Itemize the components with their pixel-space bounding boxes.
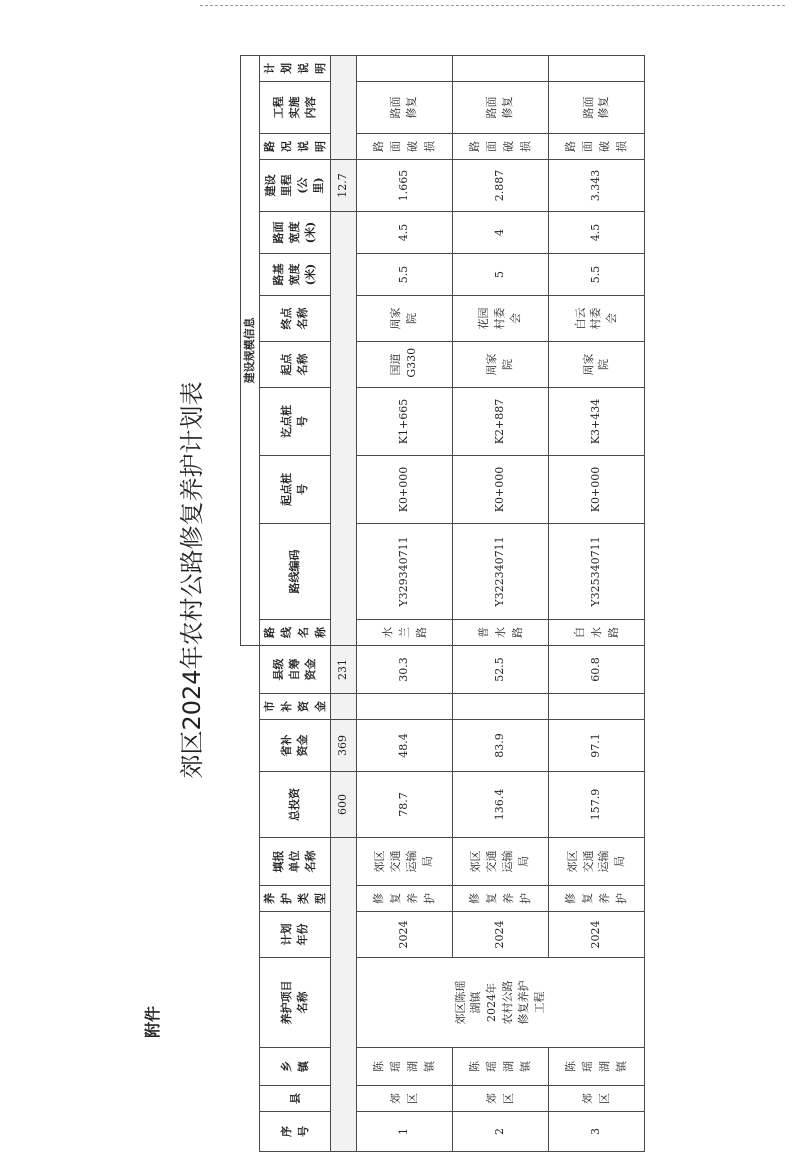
col-header-end-name: 终点名称 bbox=[259, 295, 330, 341]
cell-route-code: Y322340711 bbox=[452, 523, 548, 619]
col-header-road-condition: 路况说明 bbox=[259, 133, 330, 159]
cell-mileage: 2.887 bbox=[452, 159, 548, 211]
col-header-route-name: 路线名称 bbox=[259, 619, 330, 645]
cell-plan-year: 2024 bbox=[452, 912, 548, 958]
cell-work-content: 路面修复 bbox=[548, 81, 644, 133]
col-header-roadbed-width: 路基宽度(米) bbox=[259, 253, 330, 295]
cell-end-stake: K2+887 bbox=[452, 387, 548, 455]
cell-county-fund: 52.5 bbox=[452, 645, 548, 693]
cell-end-name: 周家院 bbox=[356, 295, 452, 341]
cell-start-name: 国道G330 bbox=[356, 341, 452, 387]
cell-surface-width: 4.5 bbox=[548, 211, 644, 253]
col-header-reporting-unit: 填报单位名称 bbox=[259, 838, 330, 886]
cell-start-stake: K0+000 bbox=[356, 455, 452, 523]
cell-surface-width: 4 bbox=[452, 211, 548, 253]
cell-county: 郊区 bbox=[356, 1086, 452, 1112]
cell-plan-year: 2024 bbox=[548, 912, 644, 958]
col-header-start-stake: 起点桩号 bbox=[259, 455, 330, 523]
mileage-sum: 12.7 bbox=[331, 159, 357, 211]
cell-start-name: 周家院 bbox=[452, 341, 548, 387]
cell-plan-year: 2024 bbox=[356, 912, 452, 958]
col-header-maint-type: 养护类型 bbox=[259, 886, 330, 912]
group-header-scale-info: 建设规模信息 bbox=[241, 55, 260, 645]
total-invest-sum: 600 bbox=[331, 772, 357, 838]
cell-maint-type: 修复养护 bbox=[452, 886, 548, 912]
cell-end-stake: K3+434 bbox=[548, 387, 644, 455]
document-title: 郊区2024年农村公路修复养护计划表 bbox=[178, 381, 206, 779]
cell-end-name: 白云村委会 bbox=[548, 295, 644, 341]
attachment-label: 附件 bbox=[143, 1005, 162, 1038]
cell-city-fund bbox=[548, 694, 644, 720]
cell-county: 郊区 bbox=[548, 1086, 644, 1112]
cell-end-stake: K1+665 bbox=[356, 387, 452, 455]
cell-total-invest: 157.9 bbox=[548, 772, 644, 838]
cell-plan-note bbox=[548, 55, 644, 81]
cell-city-fund bbox=[356, 694, 452, 720]
col-header-plan-note: 计划说明 bbox=[259, 55, 330, 81]
cell-town: 陈瑶湖镇 bbox=[452, 1048, 548, 1086]
cell-route-name: 普水路 bbox=[452, 619, 548, 645]
col-header-town: 乡镇 bbox=[259, 1048, 330, 1086]
cell-start-name: 周家院 bbox=[548, 341, 644, 387]
cell-road-condition: 路面破损 bbox=[548, 133, 644, 159]
county-fund-sum: 231 bbox=[331, 645, 357, 693]
plan-table-container bbox=[240, 62, 645, 1152]
cell-mileage: 3.343 bbox=[548, 159, 644, 211]
col-header-county-fund: 县级自筹资金 bbox=[259, 645, 330, 693]
cell-total-invest: 136.4 bbox=[452, 772, 548, 838]
cell-seq: 3 bbox=[548, 1112, 644, 1152]
col-header-city-fund: 市补资金 bbox=[259, 694, 330, 720]
cell-city-fund bbox=[452, 694, 548, 720]
cell-work-content: 路面修复 bbox=[452, 81, 548, 133]
col-header-seq: 序号 bbox=[259, 1112, 330, 1152]
cell-end-name: 花园村委会 bbox=[452, 295, 548, 341]
cell-maint-type: 修复养护 bbox=[548, 886, 644, 912]
cell-plan-note bbox=[452, 55, 548, 81]
cell-seq: 2 bbox=[452, 1112, 548, 1152]
cell-town: 陈瑶湖镇 bbox=[548, 1048, 644, 1086]
col-header-mileage: 建设里程(公里) bbox=[259, 159, 330, 211]
cell-route-name: 白水路 bbox=[548, 619, 644, 645]
table-row bbox=[356, 55, 452, 1151]
cell-start-stake: K0+000 bbox=[548, 455, 644, 523]
cell-reporting-unit: 郊区交通运输局 bbox=[356, 838, 452, 886]
cell-maint-type: 修复养护 bbox=[356, 886, 452, 912]
cell-reporting-unit: 郊区交通运输局 bbox=[452, 838, 548, 886]
cell-reporting-unit: 郊区交通运输局 bbox=[548, 838, 644, 886]
cell-road-condition: 路面破损 bbox=[452, 133, 548, 159]
table-row-totals bbox=[331, 55, 357, 1151]
table-group-header-row bbox=[241, 55, 260, 1151]
cell-work-content: 路面修复 bbox=[356, 81, 452, 133]
cell-town: 陈瑶湖镇 bbox=[356, 1048, 452, 1086]
cell-county: 郊区 bbox=[452, 1086, 548, 1112]
table-header-row bbox=[259, 55, 330, 1151]
col-header-surface-width: 路面宽度(米) bbox=[259, 211, 330, 253]
provincial-fund-sum: 369 bbox=[331, 720, 357, 772]
cell-mileage: 1.665 bbox=[356, 159, 452, 211]
cell-county-fund: 60.8 bbox=[548, 645, 644, 693]
cell-roadbed-width: 5.5 bbox=[356, 253, 452, 295]
cell-roadbed-width: 5.5 bbox=[548, 253, 644, 295]
cell-surface-width: 4.5 bbox=[356, 211, 452, 253]
cell-route-name: 水兰路 bbox=[356, 619, 452, 645]
cell-roadbed-width: 5 bbox=[452, 253, 548, 295]
cell-provincial-fund: 97.1 bbox=[548, 720, 644, 772]
col-header-work-content: 工程实施内容 bbox=[259, 81, 330, 133]
cell-total-invest: 78.7 bbox=[356, 772, 452, 838]
col-header-total-invest: 总投资 bbox=[259, 772, 330, 838]
cell-project-name: 郊区陈瑶湖镇2024年农村公路修复养护工程 bbox=[356, 958, 644, 1048]
col-header-route-code: 路线编码 bbox=[259, 523, 330, 619]
col-header-plan-year: 计划年份 bbox=[259, 912, 330, 958]
cell-plan-note bbox=[356, 55, 452, 81]
cell-road-condition: 路面破损 bbox=[356, 133, 452, 159]
plan-table bbox=[240, 55, 645, 1152]
cell-provincial-fund: 48.4 bbox=[356, 720, 452, 772]
col-header-county: 县 bbox=[259, 1086, 330, 1112]
scan-edge-line bbox=[200, 5, 785, 6]
col-header-start-name: 起点名称 bbox=[259, 341, 330, 387]
col-header-end-stake: 讫点桩号 bbox=[259, 387, 330, 455]
cell-provincial-fund: 83.9 bbox=[452, 720, 548, 772]
cell-county-fund: 30.3 bbox=[356, 645, 452, 693]
cell-start-stake: K0+000 bbox=[452, 455, 548, 523]
col-header-project-name: 养护项目名称 bbox=[259, 958, 330, 1048]
cell-route-code: Y329340711 bbox=[356, 523, 452, 619]
cell-seq: 1 bbox=[356, 1112, 452, 1152]
cell-route-code: Y325340711 bbox=[548, 523, 644, 619]
col-header-provincial-fund: 省补资金 bbox=[259, 720, 330, 772]
